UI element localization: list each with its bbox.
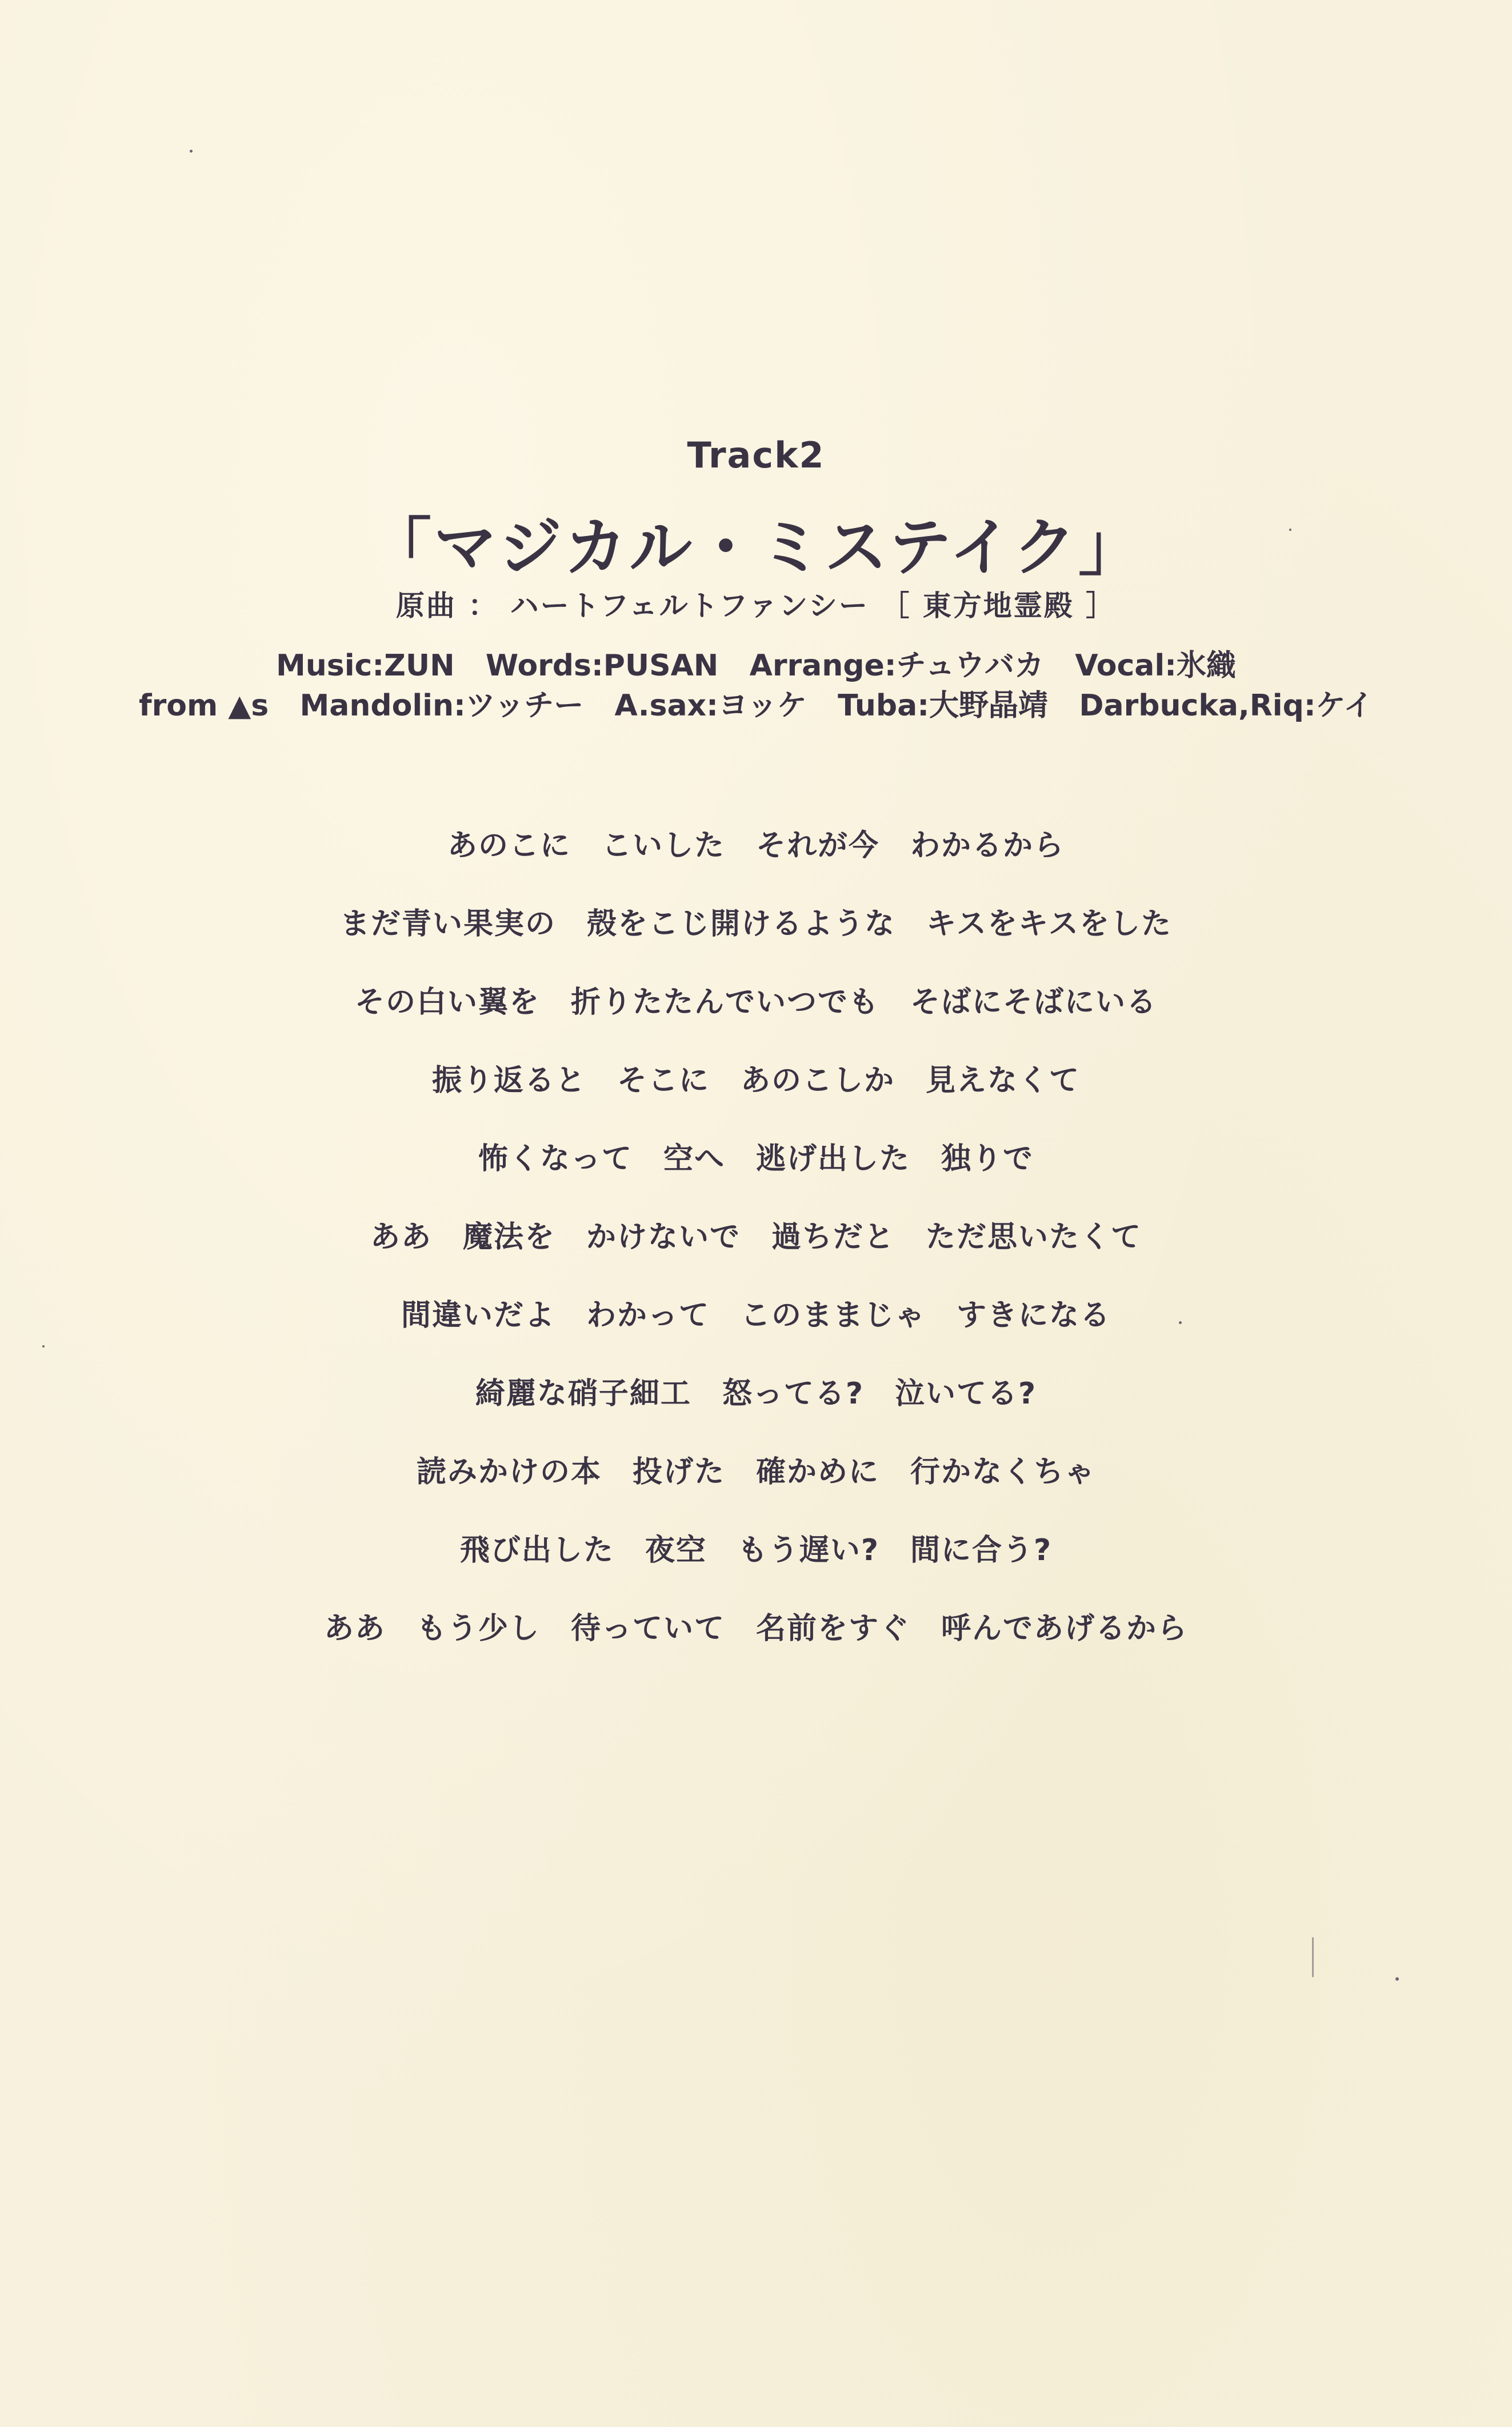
lyric-line: まだ青い果実の 殻をこじ開けるような キスをキスをした [340, 907, 1172, 941]
paper-mark [1312, 1937, 1314, 1977]
song-title: 「マジカル・ミステイク」 [369, 511, 1143, 584]
staff-credits-line-1: Music:ZUN Words:PUSAN Arrange:チュウバカ Vocal:氷織 [276, 649, 1236, 683]
lyric-line: 振り返ると そこに あのこしか 見えなくて [431, 1063, 1080, 1098]
lyric-line: その白い翼を 折りたたんでいつでも そばにそばにいる [354, 985, 1157, 1019]
paper-speck [1395, 1977, 1399, 1981]
lyric-line: 綺麗な硝子細工 怒ってる? 泣いてる? [475, 1377, 1037, 1411]
lyric-line: 怖くなって 空へ 逃げ出した 独りで [478, 1142, 1034, 1176]
lyric-line: 飛び出した 夜空 もう遅い? 間に合う? [459, 1533, 1053, 1568]
lyric-line: 間違いだよ わかって このままじゃ すきになる [401, 1298, 1111, 1333]
paper-speck [190, 150, 193, 153]
lyric-line: ああ もう少し 待っていて 名前をすぐ 呼んであげるから [323, 1612, 1188, 1646]
paper-speck [42, 1345, 45, 1348]
original-song-credit: 原曲 ： ハートフェルトファンシー ［ 東方地霊殿 ］ [395, 589, 1117, 622]
track-label: Track2 [687, 434, 825, 476]
lyric-line: 読みかけの本 投げた 確かめに 行かなくちゃ [416, 1455, 1095, 1489]
paper-speck [1289, 529, 1291, 531]
lyric-line: あのこに こいした それが今 わかるから [447, 829, 1065, 863]
paper-speck [1179, 1321, 1182, 1324]
lyric-line: ああ 魔法を かけないで 過ちだと ただ思いたくて [370, 1220, 1142, 1254]
staff-credits-line-2: from ▲s Mandolin:ツッチー A.sax:ヨッケ Tuba:大野晶靖 Darbucka,Riq:ケイ [139, 689, 1373, 723]
